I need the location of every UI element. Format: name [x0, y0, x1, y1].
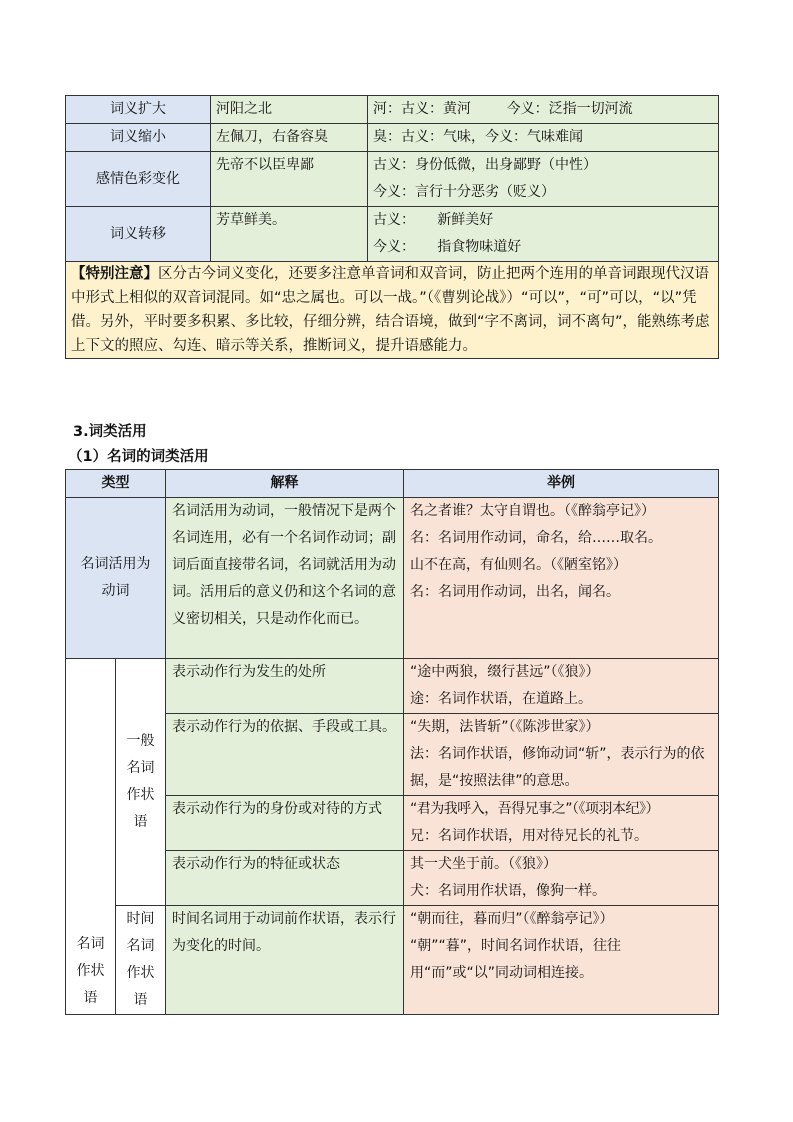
meaning-cell: 河：古义：黄河 今义：泛指一切河流 [368, 96, 719, 124]
example-cell [404, 906, 719, 1015]
group-label [66, 659, 116, 1015]
table-row [66, 906, 719, 1015]
header-example: 举例 [404, 470, 719, 498]
word-meaning-table [65, 95, 719, 359]
section-title: 3.词类活用 [73, 424, 147, 440]
table-row [66, 152, 719, 207]
noun-usage-table [65, 469, 719, 1015]
example-line: “君为我呼入，吾得兄事之”（《项羽本纪》） [410, 801, 660, 817]
meaning-cell [368, 152, 719, 207]
table-row [66, 96, 719, 124]
example-line: 犬：名词用作状语，像狗一样。 [410, 883, 606, 899]
explanation-cell: 时间名词用于动词前作状语，表示行为变化的时间。 [166, 906, 404, 1015]
example-cell [404, 714, 719, 796]
example-line: 其一犬坐于前。（《狼》） [410, 856, 557, 872]
example-cell: 河阳之北 [211, 96, 368, 124]
meaning-line: 今义：言行十分恶劣（贬义） [373, 184, 555, 200]
header-type: 类型 [66, 470, 166, 498]
table-row [66, 124, 719, 152]
group-label-text: 名词作状语 [76, 936, 105, 1006]
type-cell: 词义缩小 [66, 124, 211, 152]
example-cell [404, 498, 719, 659]
example-line: 兄：名词作状语，用对待兄长的礼节。 [410, 828, 648, 844]
example-cell: 先帝不以臣卑鄙 [211, 152, 368, 207]
example-cell: 芳草鲜美。 [211, 207, 368, 262]
sub2-label: 时间名词作状语 [116, 906, 166, 1015]
type-cell: 词义扩大 [66, 96, 211, 124]
meaning-cell: 臭：古义：气味，今义：气味难闻 [368, 124, 719, 152]
example-line: “朝而往，暮而归”（《醉翁亭记》） [410, 911, 614, 927]
example-line: “失期，法皆斩”（《陈涉世家》） [410, 719, 600, 735]
example-cell [404, 851, 719, 906]
example-cell [404, 659, 719, 714]
example-line: 名：名词用作动词，命名，给……取名。 [410, 530, 662, 546]
meaning-cell [368, 207, 719, 262]
example-line: 山不在高，有仙则名。（《陋室铭》） [410, 557, 627, 573]
explanation-cell: 表示动作行为的特征或状态 [166, 851, 404, 906]
meaning-line: 古义：身份低微，出身鄙野（中性） [373, 157, 597, 173]
example-line: 途：名词作状语，在道路上。 [410, 691, 592, 707]
explanation-cell: 表示动作行为的依据、手段或工具。 [166, 714, 404, 796]
explanation-cell: 名词活用为动词，一般情况下是两个名词连用，必有一个名词作动词；副词后面直接带名词，名词就活用为动词。活用后的意义仍和这个名词的意义密切相关，只是动作化而已。 [166, 498, 404, 659]
explanation-cell: 表示动作行为发生的处所 [166, 659, 404, 714]
meaning-line: 今义： 指食物味道好 [373, 239, 522, 255]
table-row [66, 498, 719, 659]
note-row [66, 262, 719, 359]
header-explanation: 解释 [166, 470, 404, 498]
example-line: “朝”“暮”，时间名词作状语，往往用“而”或“以”同动词相连接。 [410, 938, 622, 981]
type-cell: 词义转移 [66, 207, 211, 262]
note-title: 【特别注意】 [71, 266, 158, 282]
table-row [66, 659, 719, 714]
type-cell: 名词活用为动词 [66, 498, 166, 659]
sub1-label: 一般名词作状语 [116, 659, 166, 906]
example-line: “途中两狼，缀行甚远”（《狼》） [410, 664, 600, 680]
special-note [66, 262, 719, 359]
meaning-line: 古义： 新鲜美好 [373, 212, 494, 228]
table-row [66, 207, 719, 262]
example-line: 法：名词作状语，修饰动词“斩”，表示行为的依据，是“按照法律”的意思。 [410, 746, 705, 789]
subsection-title: （1）名词的词类活用 [68, 449, 209, 465]
example-line: 名：名词用作动词，出名，闻名。 [410, 584, 620, 600]
header-row [66, 470, 719, 498]
example-cell [404, 796, 719, 851]
example-cell: 左佩刀，右备容臭 [211, 124, 368, 152]
note-text: 区分古今词义变化，还要多注意单音词和双音词，防止把两个连用的单音词跟现代汉语中形式上相似的双音词混同。如“忠之属也。可以一战。”（《曹刿论战》）“可以”，“可”可以，“以”凭借。另外，平时要多积累、多比较，仔细分辨，结合语境，做到“字不离词，词不离句”，能熟练考虑上下文的照应、勾连、暗示等关系，推断词义，提升语感能力。 [71, 266, 710, 354]
example-line: 名之者谁？太守自谓也。（《醉翁亭记》） [410, 503, 655, 519]
explanation-cell: 表示动作行为的身份或对待的方式 [166, 796, 404, 851]
type-cell: 感情色彩变化 [66, 152, 211, 207]
